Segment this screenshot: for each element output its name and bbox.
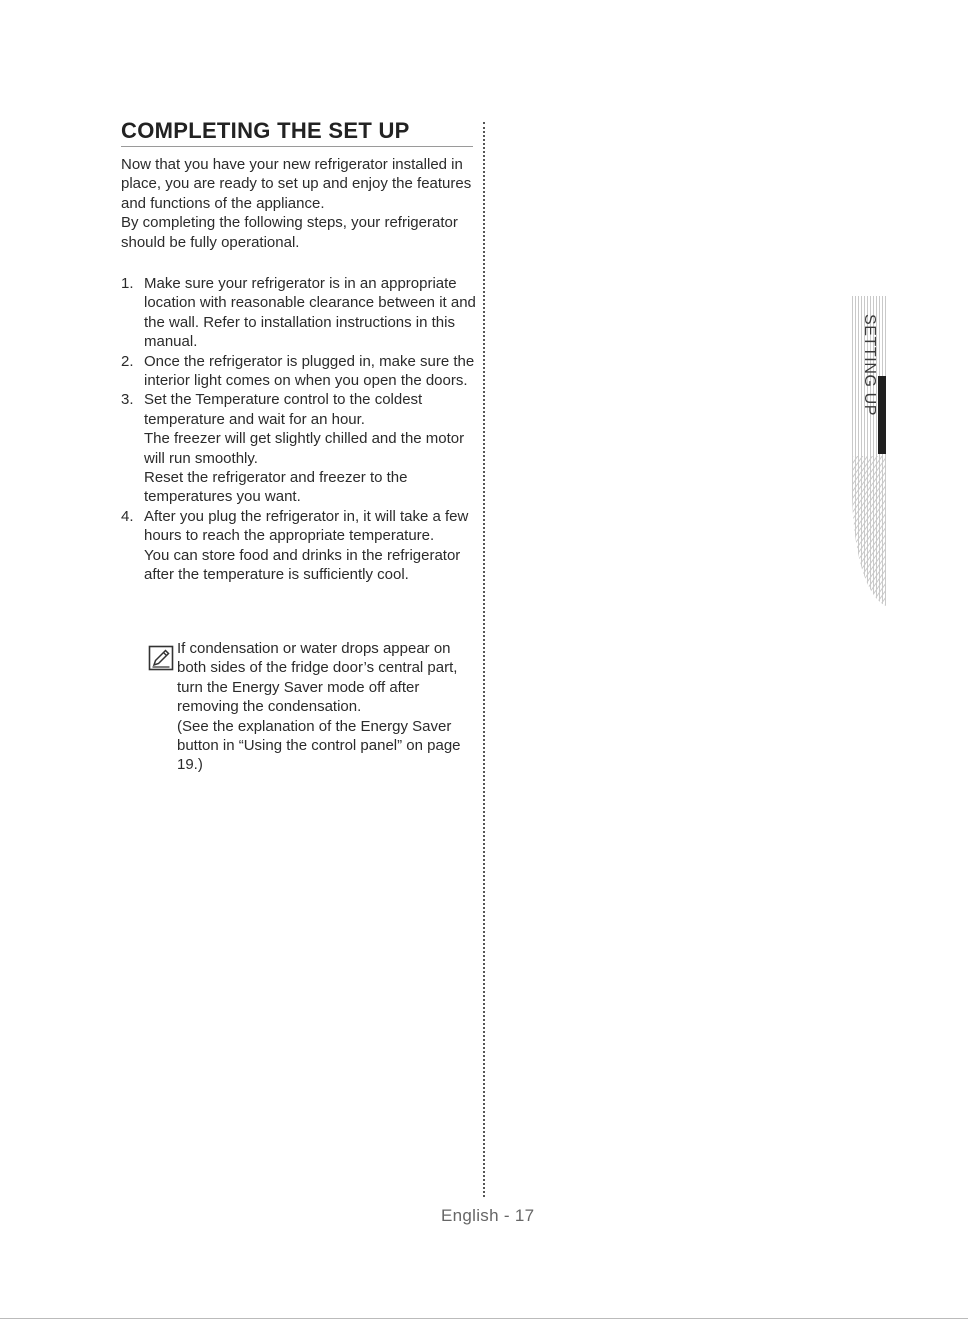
- step-number: 4.: [121, 507, 134, 525]
- step-item: [121, 390, 481, 506]
- step-number: 3.: [121, 391, 134, 409]
- column-divider: [483, 122, 485, 1197]
- step-item: [121, 352, 481, 391]
- bottom-border: [0, 1318, 968, 1319]
- step-text: Reset the refrigerator and freezer to the temperatures you want.: [144, 469, 408, 506]
- section-title: COMPLETING THE SET UP: [121, 118, 473, 147]
- step-text: After you plug the refrigerator in, it will take a few hours to reach the appropriate temperature.: [144, 507, 469, 545]
- step-number: 1.: [121, 275, 134, 292]
- step-text: Once the refrigerator is plugged in, make sure the interior light comes on when you open the doors.: [144, 352, 475, 390]
- step-text: The freezer will get slightly chilled and the motor will run smoothly.: [144, 430, 465, 467]
- step-item: [121, 274, 481, 352]
- note-box: [121, 639, 481, 775]
- note-paragraph: (See the explanation of the Energy Saver button in “Using the control panel” on page 19.): [177, 717, 461, 774]
- step-text: Set the Temperature control to the coldest temperature and wait for an hour.: [144, 391, 423, 428]
- note-text: [177, 639, 481, 775]
- note-pencil-icon: [148, 645, 174, 671]
- step-text: You can store food and drinks in the refrigerator after the temperature is sufficiently cool.: [144, 546, 461, 584]
- note-paragraph: If condensation or water drops appear on both sides of the fridge door’s central part, turn the Energy Saver mode off after removing the condensation.: [177, 640, 458, 716]
- intro-paragraph: By completing the following steps, your refrigerator should be fully operational.: [121, 214, 458, 251]
- side-tab-text: SETTING UP: [861, 313, 879, 417]
- intro-text: [121, 155, 481, 252]
- step-text: Make sure your refrigerator is in an appropriate location with reasonable clearance between it and the wall. Refer to installation instructions in this manual.: [144, 275, 476, 351]
- intro-paragraph: Now that you have your new refrigerator installed in place, you are ready to set up and enjoy the features and functions of the appliance.: [121, 156, 472, 212]
- page-footer: English - 17: [441, 1206, 535, 1225]
- steps-list: [121, 274, 481, 585]
- step-item: [121, 507, 481, 585]
- step-number: 2.: [121, 352, 134, 370]
- side-tab-label: [852, 310, 886, 420]
